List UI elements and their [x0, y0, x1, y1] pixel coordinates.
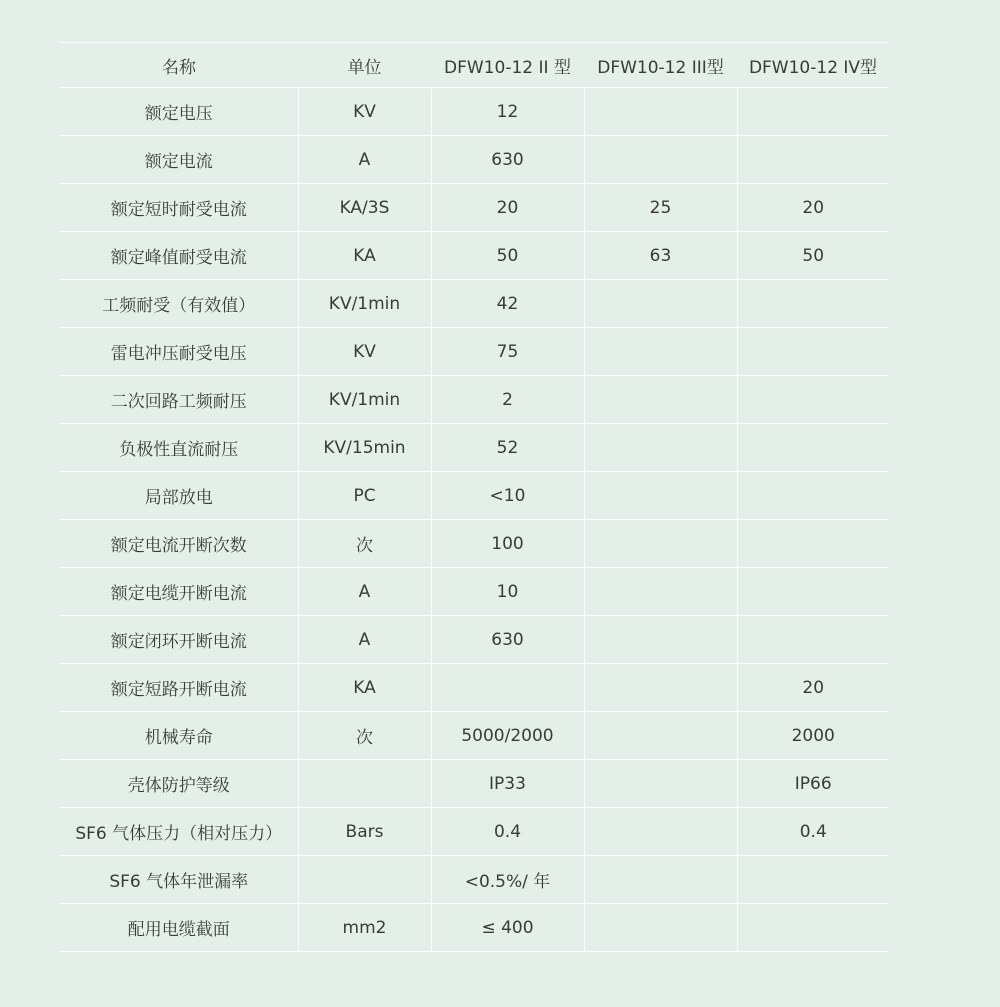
cell-unit: A — [298, 568, 431, 616]
table-row — [60, 424, 889, 472]
cell-type-iii — [584, 280, 737, 328]
cell-unit: KV/1min — [298, 280, 431, 328]
cell-type-iv: 50 — [737, 232, 889, 280]
cell-type-iii — [584, 424, 737, 472]
cell-type-iii — [584, 136, 737, 184]
cell-type-iv: 20 — [737, 184, 889, 232]
cell-type-iv: 2000 — [737, 712, 889, 760]
table-row — [60, 232, 889, 280]
cell-name: 额定电压 — [60, 88, 298, 136]
cell-type-iii — [584, 376, 737, 424]
table-row — [60, 328, 889, 376]
table-row — [60, 184, 889, 232]
table-row — [60, 568, 889, 616]
table-row — [60, 808, 889, 856]
cell-type-iv — [737, 856, 889, 904]
cell-type-iii — [584, 904, 737, 952]
table-row — [60, 904, 889, 952]
cell-unit: KV — [298, 88, 431, 136]
table-row — [60, 664, 889, 712]
cell-name: 额定电流开断次数 — [60, 520, 298, 568]
cell-name: 工频耐受（有效值） — [60, 280, 298, 328]
cell-type-iv: IP66 — [737, 760, 889, 808]
cell-type-iv — [737, 88, 889, 136]
cell-type-ii — [431, 664, 584, 712]
cell-type-ii: 52 — [431, 424, 584, 472]
spec-table — [60, 42, 889, 952]
cell-type-iv — [737, 568, 889, 616]
cell-type-ii: <0.5%/ 年 — [431, 856, 584, 904]
cell-type-ii: 100 — [431, 520, 584, 568]
cell-name: 额定电流 — [60, 136, 298, 184]
cell-type-iv — [737, 376, 889, 424]
cell-name: 额定峰值耐受电流 — [60, 232, 298, 280]
table-row — [60, 760, 889, 808]
cell-name: 雷电冲压耐受电压 — [60, 328, 298, 376]
cell-name: 额定闭环开断电流 — [60, 616, 298, 664]
cell-type-ii: 20 — [431, 184, 584, 232]
cell-type-ii: 630 — [431, 136, 584, 184]
cell-type-iii — [584, 472, 737, 520]
header-row — [60, 43, 889, 88]
cell-name: 额定电缆开断电流 — [60, 568, 298, 616]
cell-type-iii: 25 — [584, 184, 737, 232]
cell-type-iii — [584, 568, 737, 616]
cell-name: 额定短时耐受电流 — [60, 184, 298, 232]
cell-name: 二次回路工频耐压 — [60, 376, 298, 424]
header-type-ii: DFW10-12 II 型 — [431, 43, 584, 88]
cell-unit: 次 — [298, 712, 431, 760]
cell-unit: KV — [298, 328, 431, 376]
cell-name: SF6 气体年泄漏率 — [60, 856, 298, 904]
cell-name: SF6 气体压力（相对压力） — [60, 808, 298, 856]
cell-name: 机械寿命 — [60, 712, 298, 760]
cell-type-ii: 75 — [431, 328, 584, 376]
header-type-iv: DFW10-12 IV型 — [737, 43, 889, 88]
cell-unit: KA — [298, 232, 431, 280]
header-unit: 单位 — [298, 43, 431, 88]
cell-type-iii — [584, 856, 737, 904]
cell-unit: Bars — [298, 808, 431, 856]
cell-name: 配用电缆截面 — [60, 904, 298, 952]
cell-name: 负极性直流耐压 — [60, 424, 298, 472]
cell-type-iv — [737, 472, 889, 520]
table-row — [60, 88, 889, 136]
cell-unit: KA — [298, 664, 431, 712]
cell-type-iv — [737, 328, 889, 376]
cell-unit — [298, 856, 431, 904]
cell-type-ii: ≤ 400 — [431, 904, 584, 952]
table-row — [60, 376, 889, 424]
cell-name: 壳体防护等级 — [60, 760, 298, 808]
header-type-iii: DFW10-12 III型 — [584, 43, 737, 88]
cell-type-iii — [584, 712, 737, 760]
cell-type-iii — [584, 760, 737, 808]
cell-unit — [298, 760, 431, 808]
cell-unit: A — [298, 136, 431, 184]
cell-type-iv: 0.4 — [737, 808, 889, 856]
cell-unit: KV/15min — [298, 424, 431, 472]
cell-type-ii: 10 — [431, 568, 584, 616]
cell-type-iii — [584, 664, 737, 712]
cell-unit: mm2 — [298, 904, 431, 952]
cell-type-ii: <10 — [431, 472, 584, 520]
cell-type-ii: 2 — [431, 376, 584, 424]
cell-type-iv — [737, 280, 889, 328]
cell-type-iv — [737, 424, 889, 472]
cell-type-ii: 630 — [431, 616, 584, 664]
cell-unit: KV/1min — [298, 376, 431, 424]
table-row — [60, 136, 889, 184]
table-row — [60, 280, 889, 328]
cell-name: 局部放电 — [60, 472, 298, 520]
table-row — [60, 712, 889, 760]
table-row — [60, 472, 889, 520]
cell-type-ii: 42 — [431, 280, 584, 328]
cell-unit: A — [298, 616, 431, 664]
cell-type-iii — [584, 808, 737, 856]
cell-unit: PC — [298, 472, 431, 520]
cell-type-iii — [584, 328, 737, 376]
cell-type-iii — [584, 520, 737, 568]
cell-type-iv — [737, 904, 889, 952]
cell-type-iii — [584, 88, 737, 136]
cell-type-iii: 63 — [584, 232, 737, 280]
cell-unit: KA/3S — [298, 184, 431, 232]
cell-type-ii: IP33 — [431, 760, 584, 808]
table-row — [60, 520, 889, 568]
cell-type-iii — [584, 616, 737, 664]
table-row — [60, 856, 889, 904]
cell-type-iv — [737, 520, 889, 568]
cell-type-ii: 12 — [431, 88, 584, 136]
cell-unit: 次 — [298, 520, 431, 568]
cell-type-iv: 20 — [737, 664, 889, 712]
header-name: 名称 — [60, 43, 298, 88]
cell-type-iv — [737, 136, 889, 184]
cell-type-ii: 0.4 — [431, 808, 584, 856]
cell-name: 额定短路开断电流 — [60, 664, 298, 712]
cell-type-ii: 5000/2000 — [431, 712, 584, 760]
cell-type-iv — [737, 616, 889, 664]
cell-type-ii: 50 — [431, 232, 584, 280]
table-row — [60, 616, 889, 664]
